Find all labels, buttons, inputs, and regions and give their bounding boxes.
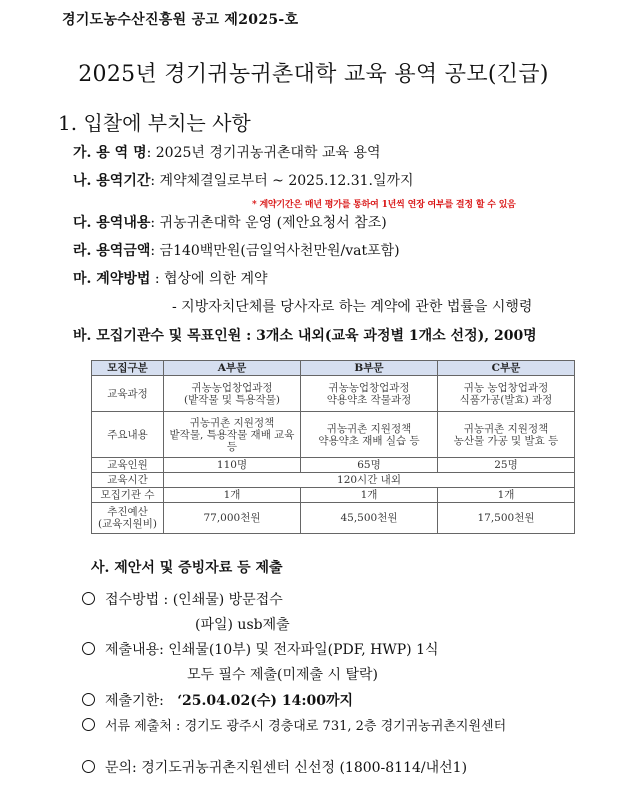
table-row <box>92 458 575 473</box>
contact-info <box>82 757 467 777</box>
table-header-cell: 모집구분 <box>92 361 164 376</box>
section-heading: 1. 입찰에 부치는 사항 <box>58 111 251 135</box>
item-value: : 협상에 의한 계약 <box>150 271 268 287</box>
table-row <box>92 473 575 488</box>
table-cell: 1개 <box>164 488 301 503</box>
item-service-name <box>73 142 381 162</box>
table-header-cell: B부문 <box>301 361 438 376</box>
circle-bullet-icon <box>82 592 95 605</box>
submission-content-text: 제출내용: 인쇄물(10부) 및 전자파일(PDF, HWP) 1식 <box>105 642 439 658</box>
row-label: 추진예산 (교육지원비) <box>92 503 164 534</box>
law-note: - 지방자치단체를 당사자로 하는 계약에 관한 법률을 시행령 <box>172 299 533 315</box>
item-label: 다. 용역내용 <box>73 215 151 231</box>
row-label: 교육시간 <box>92 473 164 488</box>
table-cell: 17,500천원 <box>438 503 575 534</box>
row-label: 교육과정 <box>92 376 164 412</box>
item-value: : 2025년 경기귀농귀촌대학 교육 용역 <box>146 145 381 161</box>
table-cell: 25명 <box>438 458 575 473</box>
item-value: : 귀농귀촌대학 운영 (제안요청서 참조) <box>150 215 387 231</box>
circle-bullet-icon <box>82 693 95 706</box>
submission-address-text: 서류 제출처 : 경기도 광주시 경충대로 731, 2층 경기귀농귀촌지원센터 <box>105 719 507 734</box>
table-cell: 110명 <box>164 458 301 473</box>
item-label: 나. 용역기간 <box>73 173 151 189</box>
recruit-table <box>91 360 575 534</box>
table-cell: 귀농귀촌 지원정책 밭작물, 특용작물 재배 교육 등 <box>164 412 301 458</box>
submission-content-required: 모두 필수 제출(미제출 시 탈락) <box>187 667 379 683</box>
submission-address <box>82 715 506 734</box>
circle-bullet-icon <box>82 760 95 773</box>
submission-deadline <box>82 690 353 710</box>
submission-method-text: 접수방법 : (인쇄물) 방문접수 <box>105 592 283 608</box>
item-value: : 계약체결일로부터 ~ 2025.12.31.일까지 <box>150 173 414 189</box>
submission-heading: 사. 제안서 및 증빙자료 등 제출 <box>91 560 283 576</box>
circle-bullet-icon <box>82 718 95 731</box>
table-header-cell: A부문 <box>164 361 301 376</box>
submission-content <box>82 639 439 659</box>
table-cell: 귀농귀촌 지원정책 농산물 가공 및 발효 등 <box>438 412 575 458</box>
item-service-content <box>73 212 387 232</box>
table-cell: 65명 <box>301 458 438 473</box>
table-cell: 120시간 내외 <box>164 473 575 488</box>
item-label: 마. 계약방법 <box>73 271 151 287</box>
deadline-label: 제출기한: <box>105 693 164 709</box>
circle-bullet-icon <box>82 642 95 655</box>
table-cell: 1개 <box>438 488 575 503</box>
table-cell: 45,500천원 <box>301 503 438 534</box>
submission-method-file: (파일) usb제출 <box>195 617 290 633</box>
contact-text: 문의: 경기도귀농귀촌지원센터 신선정 (1800-8114/내선1) <box>105 760 468 776</box>
table-row <box>92 376 575 412</box>
table-header-cell: C부문 <box>438 361 575 376</box>
row-label: 교육인원 <box>92 458 164 473</box>
item-service-period <box>73 170 414 190</box>
item-contract-method <box>73 268 268 288</box>
table-row <box>92 412 575 458</box>
document-title: 2025년 경기귀농귀촌대학 교육 용역 공모(긴급) <box>78 62 549 87</box>
table-row <box>92 503 575 534</box>
row-label: 주요내용 <box>92 412 164 458</box>
submission-method <box>82 589 283 609</box>
notice-number: 경기도농수산진흥원 공고 제2025-호 <box>62 12 299 28</box>
item-label: 가. 용 역 명 <box>73 145 147 161</box>
deadline-value: ‘25.04.02(수) 14:00까지 <box>177 693 354 709</box>
table-cell: 귀농귀촌 지원정책 약용약초 재배 실습 등 <box>301 412 438 458</box>
row-label: 모집기관 수 <box>92 488 164 503</box>
table-header-row <box>92 361 575 376</box>
table-cell: 77,000천원 <box>164 503 301 534</box>
period-note: * 계약기간은 매년 평가를 통하여 1년씩 연장 여부를 결정 할 수 있음 <box>252 200 516 210</box>
table-row <box>92 488 575 503</box>
item-service-amount <box>73 240 400 260</box>
item-label: 라. 용역금액 <box>73 243 151 259</box>
table-cell: 귀농 농업창업과정 식품가공(발효) 과정 <box>438 376 575 412</box>
table-cell: 귀농농업창업과정 약용약초 작물과정 <box>301 376 438 412</box>
item-recruit-target: 바. 모집기관수 및 목표인원 : 3개소 내외(교육 과정별 1개소 선정), 200명 <box>73 328 537 344</box>
item-value: : 금140백만원(금일억사천만원/vat포함) <box>150 243 400 259</box>
table-cell: 귀농농업창업과정 (밭작물 및 특용작물) <box>164 376 301 412</box>
table-cell: 1개 <box>301 488 438 503</box>
